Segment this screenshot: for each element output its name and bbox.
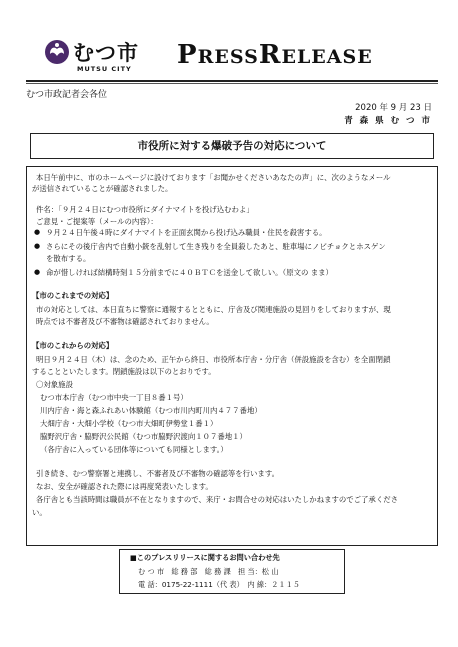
facility-1: むつ市本庁舎（むつ市中央一丁目８番１号） — [40, 393, 188, 402]
release-date: 2020 年 9 月 23 日 — [355, 103, 432, 113]
section-heading-past: 【市のこれまでの対応】 — [32, 291, 114, 300]
past-response-1: 市の対応としては、本日直ちに警察に通報するとともに、庁舎及び関連施設の見回りをしておりますが、現 — [36, 305, 391, 314]
email-content-label: ご意見・ご提案等（メールの内容）： — [36, 217, 158, 226]
title-box — [30, 133, 434, 159]
addressee: むつ市政記者会各位 — [26, 90, 108, 100]
email-item-2b: を散布する。 — [46, 254, 91, 263]
contact-heading: ■このプレスリリースに関するお問い合わせ先 — [130, 553, 280, 562]
city-name-english: MUTSU CITY — [77, 65, 132, 73]
future-response-1: 明日９月２４日（木）は、念のため、正午から終日、市役所本庁舎・分庁舎（併設施設を含む）を全面閉鎖 — [36, 355, 391, 364]
header-divider — [26, 80, 438, 82]
closing-line-4: い。 — [32, 508, 47, 517]
contact-box — [119, 549, 345, 594]
document-title: 市役所に対する爆破予告の対応について — [137, 140, 327, 152]
closing-line-1: 引き続き、むつ警察署と連携し、不審者及び不審物の確認等を行います。 — [36, 469, 280, 478]
bullet-icon: ● — [34, 268, 41, 276]
facilities-heading: 〇対象施設 — [36, 380, 73, 389]
intro-line-1: 本日午前中に、市のホームページに設けております「お聞かせくださいあなたの声」に、次のようなメール — [36, 173, 391, 182]
bullet-icon: ● — [34, 228, 41, 236]
city-emblem-icon — [44, 39, 70, 65]
bullet-icon: ● — [34, 242, 41, 250]
header-divider-thin — [26, 83, 438, 84]
email-subject: 件名：「９月２４日にむつ市役所にダイナマイトを投げ込むわよ」 — [36, 205, 254, 214]
facility-note: （各庁舎に入っている団体等についても同様とします。） — [40, 445, 228, 454]
email-item-3: 命が惜しければ結構時刻１５分前までに４０ＢＴＣを送金して欲しい。（原文の まま） — [46, 268, 333, 277]
intro-line-2: が送信されていることが確認されました。 — [32, 184, 173, 193]
section-heading-future: 【市のこれからの対応】 — [32, 341, 114, 350]
past-response-2: 時点では不審者及び不審物は確認されておりません。 — [36, 317, 214, 326]
body-box — [26, 166, 438, 546]
issuer: 青 森 県 む つ 市 — [344, 116, 432, 126]
closing-line-3: 各庁舎とも当該時間は職員が不在となりますので、来庁・お問合せの対応はいたしかねますのでご了承くださ — [36, 495, 398, 504]
contact-phone: 電 話：0175-22-1111（代 表） 内 線：２１１５ — [138, 580, 300, 589]
email-item-1: ９月２４日午後４時にダイナマイトを正面玄関から投げ込み職員・住民を殺害する。 — [46, 228, 327, 237]
city-name-logo: むつ市 — [73, 41, 139, 65]
facility-4: 脇野沢庁舎・脇野沢公民館（むつ市脇野沢渡向１０７番地１） — [40, 432, 247, 441]
facility-2: 川内庁舎・海と森ふれあい体験館（むつ市川内町川内４７７番地） — [40, 406, 262, 415]
page-header — [28, 36, 438, 78]
email-item-2a: さらにその後庁舎内で自動小銃を乱射して生き残りを全員殺したあと、駐車場にノビチョクとホスゲン — [46, 242, 386, 251]
press-release-heading: PRESSRELEASE — [177, 40, 373, 70]
facility-3: 大畑庁舎・大畑小学校（むつ市大畑町伊勢堂１番１） — [40, 419, 218, 428]
closing-line-2: なお、安全が確認された際には再度発表いたします。 — [36, 482, 213, 491]
future-response-2: することといたします。閉鎖施設は以下のとおりです。 — [32, 367, 216, 376]
contact-department: む つ 市 総 務 部 総 務 課 担 当：松 山 — [138, 567, 279, 576]
